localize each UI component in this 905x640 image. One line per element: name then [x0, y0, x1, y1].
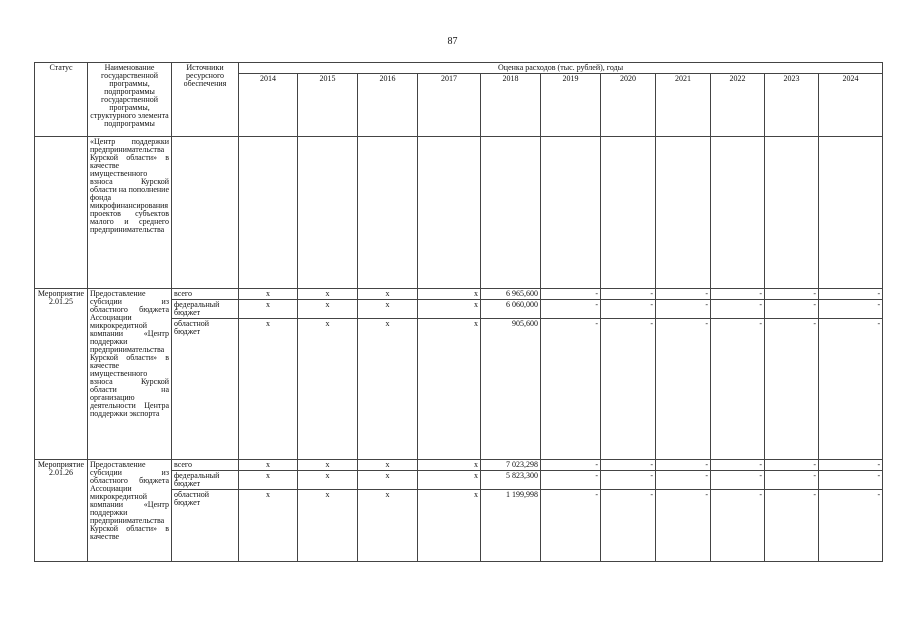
value-cell: - — [656, 490, 711, 562]
value-cell: - — [601, 289, 656, 300]
value-cell: x — [358, 289, 418, 300]
value-cell: 905,600 — [481, 319, 541, 460]
header-name: Наименование государственной программы, подпрограммы государственной программы, структурного элемента подпрограммы — [88, 63, 172, 137]
value-cell: - — [819, 490, 883, 562]
source-cell: федеральный бюджет — [172, 300, 239, 319]
expense-table — [34, 62, 883, 562]
value-cell: x — [298, 300, 358, 319]
year-header: 2018 — [481, 74, 541, 137]
value-cell: x — [239, 460, 298, 471]
value-cell: - — [765, 319, 819, 460]
continuation-row — [35, 137, 883, 289]
value-cell: x — [298, 289, 358, 300]
value-cell: x — [239, 319, 298, 460]
year-header: 2021 — [656, 74, 711, 137]
value-cell: x — [298, 460, 358, 471]
value-cell: - — [541, 471, 601, 490]
value-cell: - — [819, 300, 883, 319]
source-cell: всего — [172, 460, 239, 471]
source-cell: федеральный бюджет — [172, 471, 239, 490]
value-cell: - — [765, 460, 819, 471]
value-cell: - — [601, 460, 656, 471]
value-cell: 5 823,300 — [481, 471, 541, 490]
value-cell: x — [239, 289, 298, 300]
value-cell: x — [358, 471, 418, 490]
year-header: 2024 — [819, 74, 883, 137]
continuation-name: «Центр поддержки предпринимательства Курской области» в качестве имущественного взноса Курской области на пополнение фонда микрофинансирования проектов субъектов малого и среднего предпринимательства — [88, 137, 172, 289]
event-status: Мероприятие 2.01.26 — [35, 460, 88, 562]
value-cell: - — [541, 289, 601, 300]
value-cell: - — [601, 300, 656, 319]
value-cell: - — [819, 471, 883, 490]
header-estimate: Оценка расходов (тыс. рублей), годы — [239, 63, 883, 74]
value-cell: - — [711, 300, 765, 319]
value-cell: x — [358, 490, 418, 562]
value-cell: 6 965,600 — [481, 289, 541, 300]
value-cell: x — [298, 319, 358, 460]
value-cell: x — [358, 460, 418, 471]
value-cell: 1 199,998 — [481, 490, 541, 562]
source-cell: областной бюджет — [172, 490, 239, 562]
value-cell: - — [765, 289, 819, 300]
event-status: Мероприятие 2.01.25 — [35, 289, 88, 460]
value-cell: x — [418, 300, 481, 319]
value-cell: x — [239, 490, 298, 562]
value-cell: - — [656, 300, 711, 319]
year-header: 2020 — [601, 74, 656, 137]
source-cell: областной бюджет — [172, 319, 239, 460]
value-cell: x — [418, 319, 481, 460]
value-cell: - — [819, 319, 883, 460]
value-cell: - — [656, 319, 711, 460]
value-cell: - — [541, 460, 601, 471]
value-cell: 6 060,000 — [481, 300, 541, 319]
value-cell: 7 023,298 — [481, 460, 541, 471]
value-cell: - — [656, 471, 711, 490]
value-cell: x — [418, 289, 481, 300]
value-cell: x — [298, 490, 358, 562]
value-cell: - — [765, 490, 819, 562]
value-cell: x — [239, 471, 298, 490]
value-cell: - — [711, 490, 765, 562]
header-sources: Источники ресурсного обеспечения — [172, 63, 239, 137]
year-header: 2023 — [765, 74, 819, 137]
value-cell: x — [298, 471, 358, 490]
value-cell: x — [418, 490, 481, 562]
table-row — [35, 460, 883, 471]
value-cell: x — [239, 300, 298, 319]
value-cell: - — [656, 460, 711, 471]
value-cell: - — [601, 319, 656, 460]
continuation-status — [35, 137, 88, 289]
year-header: 2015 — [298, 74, 358, 137]
value-cell: - — [711, 460, 765, 471]
event-name: Предоставление субсидии из областного бюджета Ассоциации микрокредитной компании «Центр поддержки предпринимательства Курской области» в качестве — [88, 460, 172, 562]
value-cell: - — [541, 300, 601, 319]
header-status: Статус — [35, 63, 88, 137]
value-cell: - — [601, 490, 656, 562]
value-cell: - — [765, 471, 819, 490]
value-cell: - — [711, 319, 765, 460]
value-cell: - — [819, 460, 883, 471]
value-cell: x — [358, 300, 418, 319]
value-cell: - — [765, 300, 819, 319]
event-name: Предоставление субсидии из областного бюджета Ассоциации микрокредитной компании «Центр поддержки предпринимательства Курской области» в качестве имущественного взноса Курской области на организацию деятельности Центра поддержки экспорта — [88, 289, 172, 460]
year-header: 2022 — [711, 74, 765, 137]
page-number: 87 — [447, 36, 458, 47]
value-cell: - — [711, 289, 765, 300]
value-cell: - — [541, 490, 601, 562]
value-cell: - — [656, 289, 711, 300]
year-header: 2019 — [541, 74, 601, 137]
value-cell: x — [418, 460, 481, 471]
value-cell: x — [358, 319, 418, 460]
value-cell: - — [819, 289, 883, 300]
source-cell: всего — [172, 289, 239, 300]
value-cell: - — [601, 471, 656, 490]
value-cell: - — [541, 319, 601, 460]
year-header: 2017 — [418, 74, 481, 137]
value-cell: x — [418, 471, 481, 490]
value-cell: - — [711, 471, 765, 490]
year-header: 2016 — [358, 74, 418, 137]
year-header: 2014 — [239, 74, 298, 137]
header-row — [35, 63, 883, 74]
table-row — [35, 289, 883, 300]
